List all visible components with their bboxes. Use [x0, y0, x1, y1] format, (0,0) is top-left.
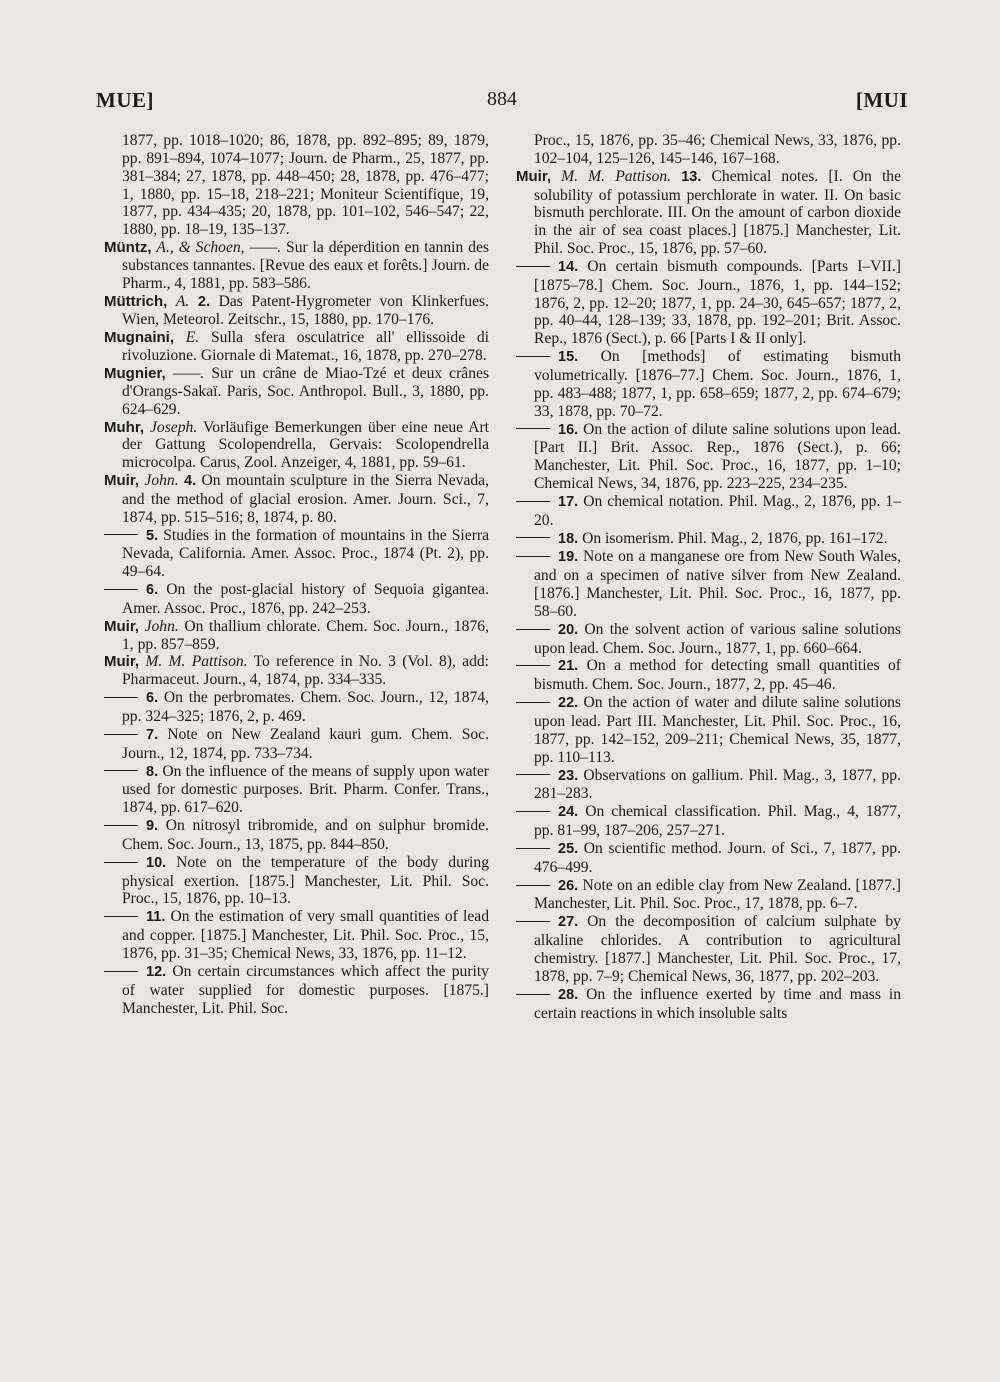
entry-text: Proc., 15, 1876, pp. 35–46; Chemical News, 33, 1876, pp. 102–104, 125–126, 145–146, 167–168.: [534, 132, 901, 167]
entry-text: Sulla sfera osculatrice all' ellissoide di rivoluzione. Giornale di Matemat., 16, 1878, pp. 270–278.: [122, 329, 489, 365]
bibliography-entry: [516, 767, 901, 804]
entry-number: 11.: [146, 909, 166, 926]
bibliography-entry: [516, 877, 901, 914]
entry-text: 1877, pp. 1018–1020; 86, 1878, pp. 892–895; 89, 1879, pp. 891–894, 1074–1077; Journ. de Pharm., 25, 1877, pp. 381–384; 27, 1878, pp. 448–450; 28, 1878, pp. 476–477; 1, 1880, pp. 15–18, 218–221; Moniteur Scientifique, 19, 1877, pp. 434–435; 20, 1878, pp. 101–102, 546–547; 22, 1880, pp. 18–19, 135–137.: [122, 132, 489, 239]
ditto-dash: [516, 702, 550, 703]
entry-number: 24.: [558, 804, 579, 821]
bibliography-entry: [104, 329, 489, 365]
bibliography-entry: [516, 421, 901, 493]
entry-text: Vorläufige Bemerkungen über eine neue Art der Gattung Scolopendrella, Gervais: Scolopendrella microcolpa. Carus, Zool. Anzeiger, 4, 1881, pp. 59–61.: [122, 418, 490, 472]
author-initials: A.: [175, 292, 190, 310]
author-initials: John.: [144, 472, 179, 490]
bibliography-entry: [104, 653, 489, 689]
entry-text: On certain bismuth compounds. [Parts I–VII.] [1875–78.] Chem. Soc. Journ., 1876, 1, pp. 144–152; 1876, 2, pp. 12–20; 1877, 1, pp. 24–30, 645–657; 1877, 2, pp. 40–44, 128–139; 33, 1878, pp. 192–201; Brit. Assoc. Rep., 1876 (Sect.), p. 66 [Parts I & II only].: [534, 257, 901, 348]
entry-text: On the influence exerted by time and mass in certain reactions in which insoluble salts: [534, 985, 901, 1022]
author-name: Mugnaini,: [104, 329, 174, 347]
bibliography-entry: [104, 472, 489, 527]
ditto-dash: [516, 994, 550, 995]
author-initials: M. M. Pattison.: [561, 167, 672, 185]
bibliography-entry: [516, 493, 901, 530]
author-initials: ——.: [172, 364, 205, 382]
entry-number: 8.: [146, 763, 159, 780]
entry-text: On a method for detecting small quantities of bismuth. Chem. Soc. Journ., 1877, 2, pp. 45–46.: [534, 657, 901, 694]
entry-text: On the decomposition of calcium sulphate by alkaline chlorides. A contribution to agricultural chemistry. [1877.] Manchester, Lit. Phil. Soc. Proc., 17, 1878, pp. 7–9; Chemical News, 36, 1877, pp. 202–203.: [534, 913, 901, 985]
entry-number: 2.: [197, 293, 211, 310]
author-initials: John.: [144, 617, 179, 635]
right-column: [516, 132, 901, 1022]
author-name: Muhr,: [104, 418, 144, 436]
bibliography-entry: [104, 763, 489, 818]
entry-text: Note on a manganese ore from New South Wales, and on a specimen of native silver from New Zealand. [1876.] Manchester, Lit. Phil. Soc. Proc., 16, 1877, pp. 58–60.: [534, 548, 901, 620]
author-name: Müntz,: [104, 239, 152, 257]
entry-number: 9.: [146, 818, 159, 835]
ditto-dash: [104, 971, 138, 972]
entry-text: On the perbromates. Chem. Soc. Journ., 12, 1874, pp. 324–325; 1876, 2, p. 469.: [122, 689, 489, 725]
ditto-dash: [104, 589, 138, 590]
ditto-dash: [516, 537, 550, 538]
entry-number: 19.: [558, 549, 579, 566]
ditto-dash: [104, 916, 138, 917]
entry-number: 26.: [558, 877, 579, 894]
ditto-dash: [104, 697, 138, 698]
ditto-dash: [516, 811, 550, 812]
entry-number: 6.: [146, 690, 159, 707]
entry-text: On thallium chlorate. Chem. Soc. Journ., 1876, 1, pp. 857–859.: [122, 617, 489, 653]
entry-number: 7.: [146, 726, 159, 743]
bibliography-entry: [516, 694, 901, 766]
entry-text: Studies in the formation of mountains in the Sierra Nevada, California. Amer. Assoc. Proc., 1874 (Pt. 2), pp. 49–64.: [122, 526, 489, 581]
page-header: [96, 88, 908, 122]
bibliography-entry: [516, 621, 901, 658]
entry-text: On the action of dilute saline solutions upon lead. [Part II.] Brit. Assoc. Rep., 1876 (Sect.), p. 66; Manchester, Lit. Phil. Soc. Proc., 16, 1877, pp. 1–10; Chemical News, 34, 1876, pp. 223–225, 234–235.: [534, 420, 901, 493]
entry-text: Das Patent-Hygrometer von Klinkerfues. Wien, Meteorol. Zeitschr., 15, 1880, pp. 170–176.: [122, 292, 489, 329]
entry-text: On chemical notation. Phil. Mag., 2, 1876, pp. 1–20.: [534, 492, 901, 529]
entry-number: 10.: [146, 854, 167, 871]
entry-number: 28.: [558, 986, 579, 1003]
entry-number: 21.: [558, 658, 579, 675]
entry-number: 17.: [558, 493, 579, 510]
ditto-dash: [104, 825, 138, 826]
entry-text: On the estimation of very small quantities of lead and copper. [1875.] Manchester, Lit. Phil. Soc. Proc., 15, 1876, pp. 31–35; Chemical News, 33, 1876, pp. 11–12.: [122, 908, 489, 962]
ditto-dash: [516, 501, 550, 502]
bibliography-entry: [516, 530, 901, 549]
author-name: Müttrich,: [104, 292, 168, 310]
entry-number: 13.: [681, 168, 702, 185]
bibliography-entry: [516, 548, 901, 620]
author-initials: A., & Schoen, ——.: [156, 239, 282, 257]
running-head-left: MUE]: [96, 88, 154, 112]
entry-number: 27.: [558, 914, 579, 931]
ditto-dash: [516, 266, 550, 267]
ditto-dash: [516, 356, 550, 357]
bibliography-entry: [104, 817, 489, 854]
bibliography-entry: [104, 293, 489, 330]
bibliography-entry: [104, 239, 489, 293]
bibliography-entry: [104, 908, 489, 963]
entry-text: To reference in No. 3 (Vol. 8), add: Pharmaceut. Journ., 4, 1874, pp. 334–335.: [122, 653, 490, 689]
entry-text: Note on an edible clay from New Zealand. [1877.] Manchester, Lit. Phil. Soc. Proc., 17, 1878, pp. 6–7.: [534, 876, 901, 913]
author-initials: E.: [185, 329, 200, 347]
ditto-dash: [516, 665, 550, 666]
entry-text: On the solvent action of various saline solutions upon lead. Chem. Soc. Journ., 1877, 1, pp. 660–664.: [534, 620, 901, 657]
continued-entry: [104, 132, 489, 239]
author-initials: M. M. Pattison.: [145, 653, 248, 671]
bibliography-entry: [516, 657, 901, 694]
ditto-dash: [516, 428, 550, 429]
continued-entry: [516, 132, 901, 168]
entry-text: Sur un crâne de Miao-Tzé et deux crânes d'Orangs-Sakaï. Paris, Soc. Anthropol. Bull., 3, 1880, pp. 624–629.: [122, 364, 489, 418]
entry-number: 5.: [146, 527, 159, 544]
bibliography-entry: [104, 419, 489, 473]
ditto-dash: [516, 885, 550, 886]
entry-number: 18.: [558, 530, 579, 547]
entry-text: On the action of water and dilute saline solutions upon lead. Part III. Manchester, Lit. Phil. Soc. Proc., 16, 1877, pp. 142–152, 209–211; Chemical News, 35, 1877, pp. 110–113.: [534, 694, 901, 766]
entry-text: On the post-glacial history of Sequoia gigantea. Amer. Assoc. Proc., 1876, pp. 242–253.: [122, 581, 489, 617]
bibliography-entry: [104, 726, 489, 763]
entry-number: 6.: [146, 582, 159, 599]
ditto-dash: [104, 770, 138, 771]
entry-text: Observations on gallium. Phil. Mag., 3, 1877, pp. 281–283.: [534, 766, 901, 803]
entry-number: 14.: [558, 258, 579, 275]
bibliography-entry: [516, 803, 901, 840]
entry-text: Sur la déperdition en tannin des substances tannantes. [Revue des eaux et forêts.] Journ. de Pharm., 4, 1881, pp. 583–586.: [122, 239, 489, 292]
entry-text: On isomerism. Phil. Mag., 2, 1876, pp. 161–172.: [582, 529, 888, 547]
author-initials: Joseph.: [150, 418, 198, 436]
bibliography-entry: [104, 963, 489, 1018]
entry-number: 16.: [558, 421, 579, 438]
entry-text: On the influence of the means of supply upon water used for domestic purposes. Brit. Pharm. Confer. Trans., 1874, pp. 617–620.: [122, 762, 489, 817]
entry-text: On certain circumstances which affect the purity of water supplied for domestic purposes. [1875.] Manchester, Lit. Phil. Soc.: [122, 962, 489, 1017]
bibliography-entry: [104, 618, 489, 654]
ditto-dash: [516, 556, 550, 557]
entry-text: On nitrosyl tribromide, and on sulphur bromide. Chem. Soc. Journ., 13, 1875, pp. 844–850.: [122, 817, 490, 853]
entry-text: On scientific method. Journ. of Sci., 7, 1877, pp. 476–499.: [534, 839, 901, 876]
bibliography-entry: [516, 986, 901, 1023]
ditto-dash: [104, 534, 138, 535]
page-number: 884: [487, 88, 517, 110]
author-name: Muir,: [104, 653, 140, 671]
entry-number: 20.: [558, 621, 579, 638]
author-name: Muir,: [104, 472, 140, 490]
entry-number: 22.: [558, 695, 579, 712]
ditto-dash: [516, 629, 550, 630]
author-name: Muir,: [516, 167, 552, 185]
entry-text: Chemical notes. [I. On the solubility of potassium perchlorate in water. II. On basic bismuth perchlorate. III. On the amount of carbon dioxide in the air of sea coast places.] [1875.] Manchester, Lit. Phil. Soc. Proc., 15, 1876, pp. 57–60.: [534, 167, 902, 258]
entry-number: 23.: [558, 767, 579, 784]
left-column: [104, 132, 489, 1017]
bibliography-entry: [516, 168, 901, 258]
ditto-dash: [104, 734, 138, 735]
bibliography-entry: [516, 348, 901, 420]
entry-number: 12.: [146, 963, 167, 980]
entry-text: Note on New Zealand kauri gum. Chem. Soc. Journ., 12, 1874, pp. 733–734.: [122, 725, 489, 762]
ditto-dash: [516, 774, 550, 775]
entry-number: 25.: [558, 840, 579, 857]
entry-text: On [methods] of estimating bismuth volumetrically. [1876–77.] Chem. Soc. Journ., 1876, 1, pp. 483–488; 1877, 1, pp. 658–659; 1877, 2, pp. 674–679; 33, 1878, pp. 70–72.: [534, 348, 901, 420]
bibliography-entry: [516, 913, 901, 985]
bibliography-entry: [104, 365, 489, 419]
bibliography-entry: [516, 840, 901, 877]
bibliography-entry: [104, 581, 489, 618]
author-name: Muir,: [104, 617, 140, 635]
ditto-dash: [516, 848, 550, 849]
bibliography-entry: [104, 689, 489, 726]
bibliography-entry: [516, 258, 901, 348]
ditto-dash: [516, 921, 550, 922]
author-name: Mugnier,: [104, 364, 166, 382]
entry-number: 4.: [184, 473, 197, 490]
entry-text: Note on the temperature of the body during physical exertion. [1875.] Manchester, Lit. Phil. Soc. Proc., 15, 1876, pp. 10–13.: [122, 853, 489, 908]
entry-number: 15.: [558, 349, 579, 366]
entry-text: On mountain sculpture in the Sierra Nevada, and the method of glacial erosion. Amer. Journ. Sci., 7, 1874, pp. 515–516; 8, 1874, p. 80.: [122, 472, 489, 526]
running-head-right: [MUI: [855, 88, 908, 112]
bibliography-entry: [104, 527, 489, 582]
bibliography-entry: [104, 854, 489, 909]
entry-text: On chemical classification. Phil. Mag., 4, 1877, pp. 81–99, 187–206, 257–271.: [534, 803, 902, 840]
ditto-dash: [104, 862, 138, 863]
